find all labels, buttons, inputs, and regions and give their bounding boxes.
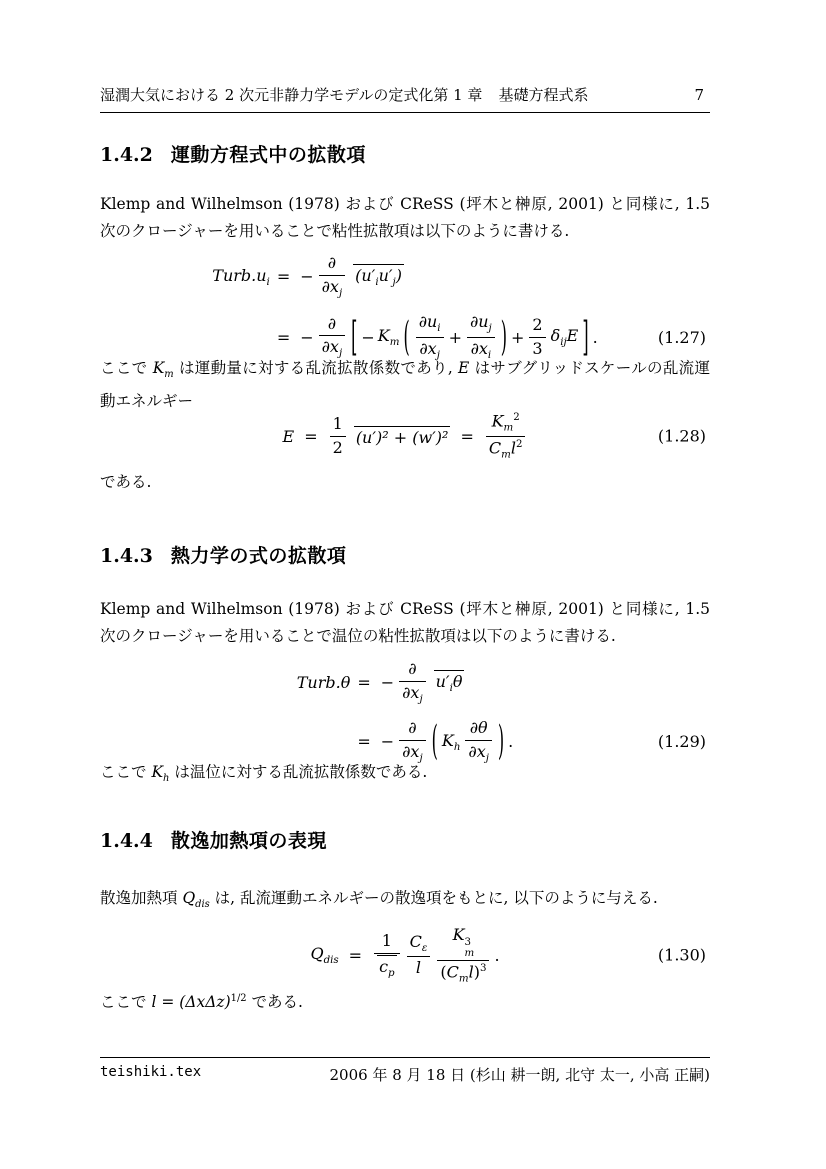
overline-velocity-variance: (u′)² + (w′)² [355,428,449,448]
equation-number-1-29: (1.29) [657,731,706,751]
paragraph-l-definition: ここで $l = (\Delta x\Delta z)^{1/2}$ である. [100,985,710,1016]
paragraph-klemp-momentum [100,191,710,245]
fraction-d-dxj: $\frac{\partial}{\partial x_j}$ [399,658,425,707]
right-paren: ) [500,312,507,360]
fraction-one-cpbar: $\frac{1}{c_p}$ [374,930,400,980]
footer-filename: teishiki.tex [100,1064,202,1080]
section-title: 熱力学の式の拡散項 [170,545,347,567]
fraction-ceps-l: $\frac{C_\varepsilon}{l}$ [407,931,431,980]
math-Kh-inline: $K_h$ [151,763,170,785]
equation-1-29: Turb.θ = − $\frac{\partial}{\partial x_j}$ $u'_i\theta$ = − $\frac{\partial}{\partial x_j}$ ( $K_h$ $\frac{\partial\theta}{\partial x_j}$ ) . (1.29) [100,658,710,767]
fraction-one-half: $\frac{1}{2}$ [330,413,346,460]
math-E-inline: E [458,359,470,377]
paragraph-text: Klemp and Wilhelmson (1978) および CReSS (坪木と榊原, 2001) と同様に, 1.5 次のクロージャーを用いることで粘性拡散項は以下のように書ける. [100,195,710,240]
equation-grid: $Turb.u_i$ = − $\frac{\partial}{\partial x_j}$ $(u'_iu'_j)$ = − $\frac{\partial}{\partial x_j}$ [ − $K_m$ ( $\frac{\partial u_i}{\partial x_j}$ + $\frac{\partial u_j}{\partial x_i}$ ) + $\frac{2}{3}$ $\delta_{ij}E$ ] . [212,252,597,363]
paragraph-klemp-theta: Klemp and Wilhelmson (1978) および CReSS (坪木と榊原, 2001) と同様に, 1.5 次のクロージャーを用いることで温位の粘性拡散項は以下のように書ける. [100,600,710,645]
section-title: 運動方程式中の拡散項 [170,144,366,166]
fraction-dtheta-dxj: $\frac{\partial\theta}{\partial x_j}$ [465,717,491,766]
math-E: E [282,426,295,446]
page-header [100,84,710,113]
paragraph-kh-description: ここで $K_h$ は温位に対する乱流拡散係数である. [100,759,710,792]
running-title: 湿潤大気における 2 次元非静力学モデルの定式化 [100,86,434,104]
section-heading-1-4-4 [100,826,710,853]
fraction-d-dxj: $\frac{\partial}{\partial x_j}$ [319,252,345,301]
equation-number-1-28: (1.28) [657,426,706,446]
equation-1-28: E = $\frac{1}{2}$ (u′)² + (w′)² = $\frac{K_m^2}{C_ml^2}$ (1.28) [100,410,710,463]
math-turb-theta: Turb.θ [296,673,351,693]
fraction-km3-cml3: K 3 m $(C_ml)^3$ [437,924,489,986]
fraction-d-dxj: $\frac{\partial}{\partial x_j}$ [319,313,345,362]
section-heading-1-4-3 [100,541,710,568]
page-footer [100,1057,710,1085]
footer-date-authors: 2006 年 8 月 18 日 (杉山 耕一朗, 北守 太一, 小高 正嗣) [329,1066,710,1084]
section-number: 1.4.4 [100,830,153,852]
left-paren: ( [431,716,438,765]
math-delta-ij: $\delta_{ij}E$ [550,326,579,349]
paragraph-qdis-description: 散逸加熱項 $Q_{dis}$ は, 乱流運動エネルギーの散逸項をもとに, 以下のように与える. [100,885,710,918]
equation-number-1-30: (1.30) [657,945,706,965]
section-title: 散逸加熱項の表現 [170,830,327,852]
overline-uitheta: $u'_i\theta$ [435,672,463,695]
fraction-d-dxj: $\frac{\partial}{\partial x_j}$ [399,717,425,766]
section-number: 1.4.2 [100,144,153,166]
fraction-km2-cml2: $\frac{K_m^2}{C_ml^2}$ [486,410,526,463]
left-bracket: [ [351,312,358,360]
chapter-title: 基礎方程式系 [498,86,589,104]
math-Qdis-inline: $Q_{dis}$ [182,889,210,911]
equation-1-27 [100,252,710,363]
paragraph-dearu: である. [100,473,152,491]
paragraph-km-description: ここで $K_m$ は運動量に対する乱流拡散係数であり, E はサブグリッドスケールの乱流運動エネルギー [100,355,710,415]
chapter-label: 第 1 章 [433,86,483,104]
section-number: 1.4.3 [100,545,153,567]
math-l-definition: $l = (\Delta x\Delta z)^{1/2}$ [151,993,247,1012]
fraction-dui-dxj: $\frac{\partial u_i}{\partial x_j}$ [416,311,444,363]
fraction-duj-dxi: $\frac{\partial u_j}{\partial x_i}$ [467,311,495,363]
math-Km-inline: $K_m$ [152,359,174,381]
page-number: 7 [694,86,704,104]
right-paren: ) [497,716,505,765]
math-Kh: $K_h$ [441,730,461,754]
overline-uiuj: $(u'_iu'_j)$ [355,266,402,289]
section-heading-1-4-2 [100,140,710,167]
overline-cp: $c_p$ [379,956,395,980]
left-paren: ( [403,312,410,360]
math-Km: $K_m$ [377,326,400,349]
right-bracket: ] [582,312,589,360]
equation-1-30: $Q_{dis}$ = $\frac{1}{c_p}$ $\frac{C_\varepsilon}{l}$ K 3 m $(C_ml)^3$ . (1.30) [100,924,710,986]
math-turb-u: $Turb.u_i$ [212,265,270,288]
fraction-two-thirds: $\frac{2}{3}$ [529,314,545,361]
math-Qdis: $Q_{dis}$ [310,944,339,967]
equation-number-1-27: (1.27) [657,328,706,348]
